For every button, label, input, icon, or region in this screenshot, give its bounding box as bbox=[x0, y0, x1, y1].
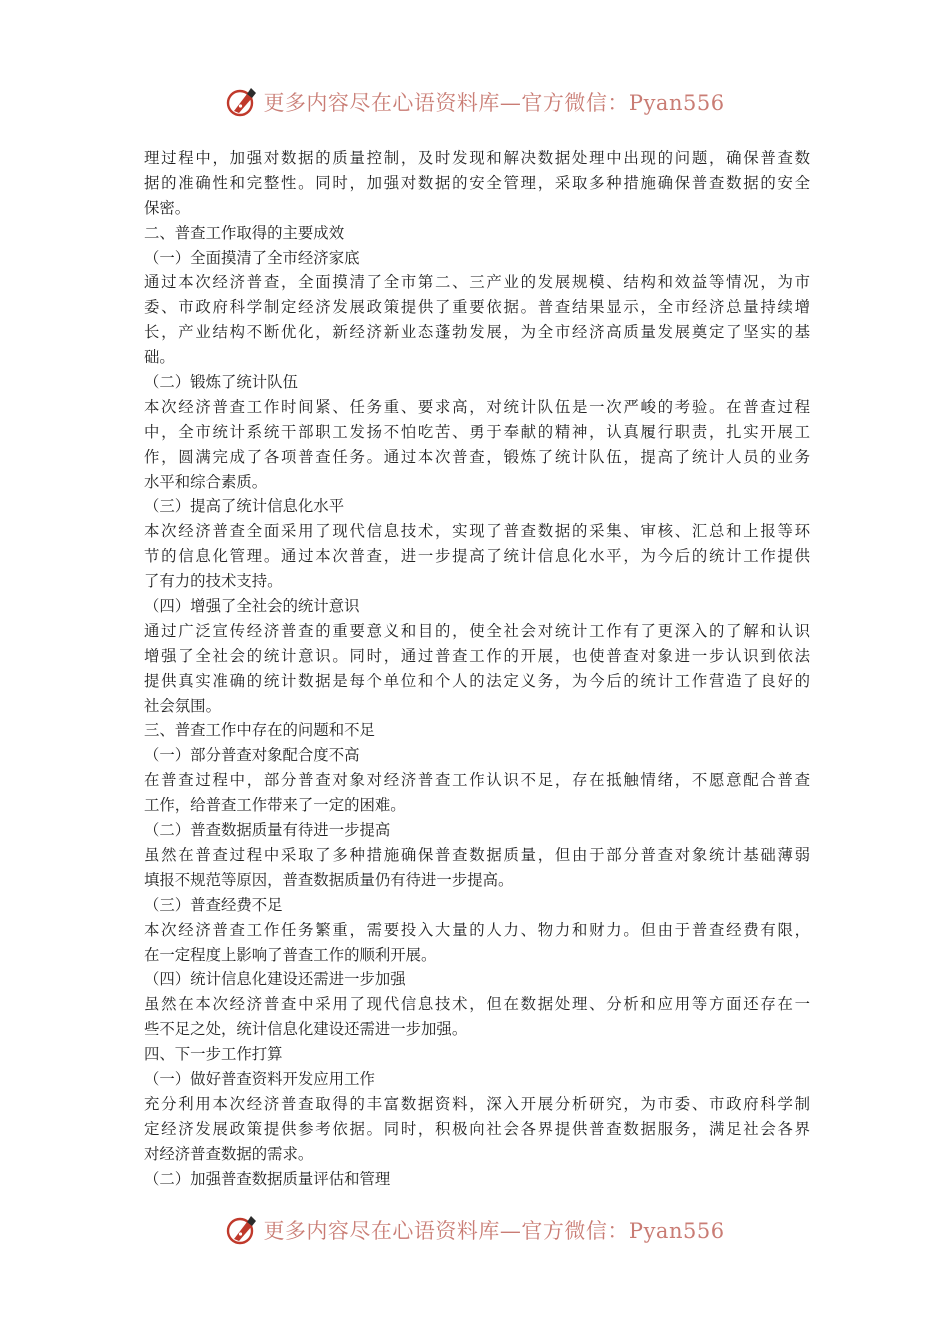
text-line: 据的准确性和完整性。同时，加强对数据的安全管理，采取多种措施确保普查数据的安全 bbox=[144, 173, 810, 192]
text-line: 本次经济普查工作任务繁重，需要投入大量的人力、物力和财力。但由于普查经费有限， bbox=[144, 920, 810, 939]
text-line: 础。 bbox=[144, 348, 175, 367]
text-line: 些不足之处，统计信息化建设还需进一步加强。 bbox=[144, 1020, 468, 1039]
text-line: （三）普查经费不足 bbox=[144, 895, 283, 914]
text-line: （一）做好普查资料开发应用工作 bbox=[144, 1069, 375, 1088]
pen-nib-logo-icon bbox=[225, 1213, 259, 1247]
text-line: 对经济普查数据的需求。 bbox=[144, 1144, 314, 1163]
text-line: 通过广泛宣传经济普查的重要意义和目的，使全社会对统计工作有了更深入的了解和认识 bbox=[144, 621, 810, 640]
text-line: 定经济发展政策提供参考依据。同时，积极向社会各界提供普查数据服务，满足社会各界 bbox=[144, 1119, 810, 1138]
text-line: 四、下一步工作打算 bbox=[144, 1045, 283, 1064]
text-line: 虽然在普查过程中采取了多种措施确保普查数据质量，但由于部分普查对象统计基础薄弱 bbox=[144, 845, 810, 864]
text-line: 社会氛围。 bbox=[144, 696, 221, 715]
text-line: （二）普查数据质量有待进一步提高 bbox=[144, 821, 391, 840]
text-line: （二）加强普查数据质量评估和管理 bbox=[144, 1169, 391, 1188]
text-line: 提供真实准确的统计数据是每个单位和个人的法定义务，为今后的统计工作营造了良好的 bbox=[144, 671, 810, 690]
footer-banner bbox=[0, 1210, 950, 1250]
text-line: （四）统计信息化建设还需进一步加强 bbox=[144, 970, 406, 989]
text-line: （二）锻炼了统计队伍 bbox=[144, 373, 298, 392]
text-line: 中，全市统计系统干部职工发扬不怕吃苦、勇于奉献的精神，认真履行职责，扎实开展工 bbox=[144, 422, 810, 441]
footer-banner-text: 更多内容尽在心语资料库—官方微信：Pyan556 bbox=[263, 1219, 725, 1243]
text-line: 三、普查工作中存在的问题和不足 bbox=[144, 721, 375, 740]
text-line: 在一定程度上影响了普查工作的顺利开展。 bbox=[144, 945, 437, 964]
header-banner-text: 更多内容尽在心语资料库—官方微信：Pyan556 bbox=[263, 91, 725, 115]
text-line: 水平和综合素质。 bbox=[144, 472, 268, 491]
text-line: （一）全面摸清了全市经济家底 bbox=[144, 248, 360, 267]
text-line: 增强了全社会的统计意识。同时，通过普查工作的开展，也使普查对象进一步认识到依法 bbox=[144, 646, 810, 665]
text-line: 本次经济普查全面采用了现代信息技术，实现了普查数据的采集、审核、汇总和上报等环 bbox=[144, 522, 810, 541]
text-line: 节的信息化管理。通过本次普查，进一步提高了统计信息化水平，为今后的统计工作提供 bbox=[144, 547, 810, 566]
text-line: 作，圆满完成了各项普查任务。通过本次普查，锻炼了统计队伍，提高了统计人员的业务 bbox=[144, 447, 810, 466]
text-line: 通过本次经济普查，全面摸清了全市第二、三产业的发展规模、结构和效益等情况，为市 bbox=[144, 273, 810, 292]
text-line: （四）增强了全社会的统计意识 bbox=[144, 597, 360, 616]
text-line: 了有力的技术支持。 bbox=[144, 572, 283, 591]
text-line: 工作，给普查工作带来了一定的困难。 bbox=[144, 796, 406, 815]
text-line: 保密。 bbox=[144, 198, 191, 217]
text-line: 虽然在本次经济普查中采用了现代信息技术，但在数据处理、分析和应用等方面还存在一 bbox=[144, 995, 810, 1014]
text-line: （三）提高了统计信息化水平 bbox=[144, 497, 345, 516]
text-line: 二、普查工作取得的主要成效 bbox=[144, 223, 345, 242]
text-line: 理过程中，加强对数据的质量控制，及时发现和解决数据处理中出现的问题，确保普查数 bbox=[144, 149, 810, 167]
text-line: （一）部分普查对象配合度不高 bbox=[144, 746, 360, 765]
text-line: 填报不规范等原因，普查数据质量仍有待进一步提高。 bbox=[144, 870, 514, 889]
text-line: 委、市政府科学制定经济发展政策提供了重要依据。普查结果显示，全市经济总量持续增 bbox=[144, 298, 810, 317]
text-line: 在普查过程中，部分普查对象对经济普查工作认识不足，存在抵触情绪，不愿意配合普查 bbox=[144, 771, 810, 790]
text-line: 长，产业结构不断优化，新经济新业态蓬勃发展，为全市经济高质量发展奠定了坚实的基 bbox=[144, 323, 810, 342]
text-line: 充分利用本次经济普查取得的丰富数据资料，深入开展分析研究，为市委、市政府科学制 bbox=[144, 1094, 810, 1113]
text-line: 本次经济普查工作时间紧、任务重、要求高，对统计队伍是一次严峻的考验。在普查过程 bbox=[144, 397, 810, 416]
document-body bbox=[144, 146, 810, 1191]
pen-nib-logo-icon bbox=[225, 85, 259, 119]
header-banner bbox=[0, 82, 950, 122]
